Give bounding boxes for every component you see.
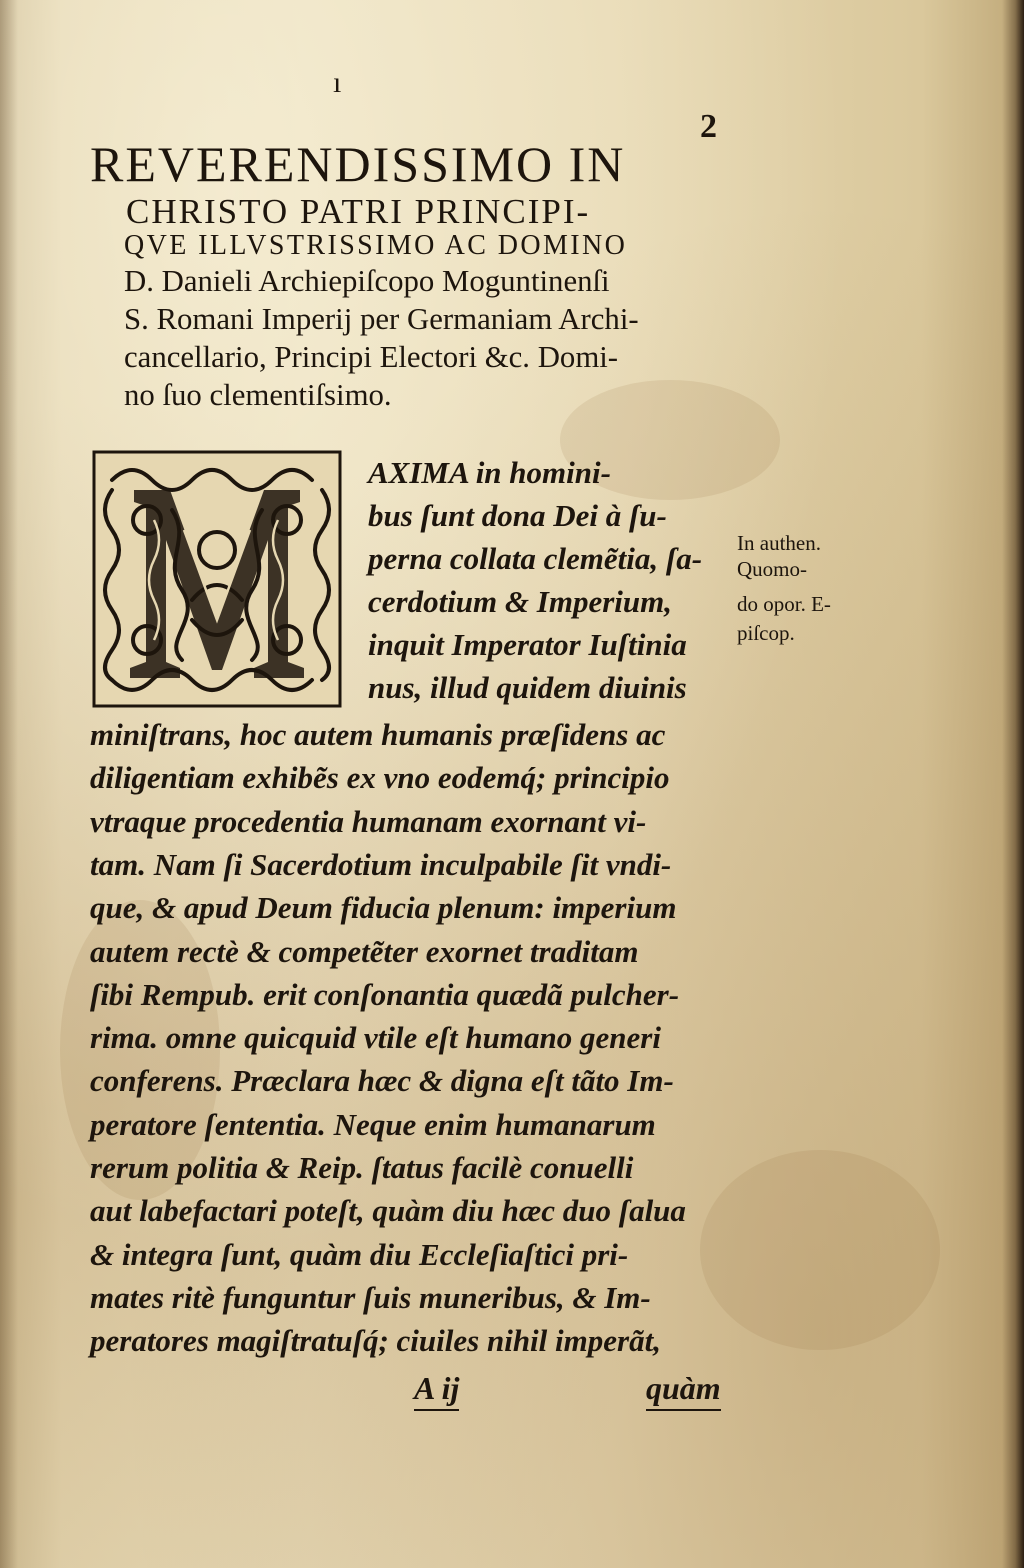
text-line: conferens. Præclara hæc & digna eſt tãto Im- xyxy=(90,1063,674,1099)
margin-note-line-3: do opor. E- xyxy=(737,592,831,616)
paper-stain xyxy=(700,1150,940,1350)
dedication-title-line-3: QVE ILLVSTRISSIMO AC DOMINO xyxy=(124,230,628,261)
margin-note-line-4: piſcop. xyxy=(737,621,795,645)
text-line: rerum politia & Reip. ſtatus facilè conuelli xyxy=(90,1150,634,1185)
text-line: mates ritè funguntur ſuis muneribus, & Im- xyxy=(90,1279,651,1315)
text-line: rima. omne quicquid vtile eſt humano generi xyxy=(90,1020,661,1056)
dedication-line-4: D. Danieli Archiepiſcopo Moguntinenſi xyxy=(124,263,610,298)
text-line: AXIMA in homini- xyxy=(368,455,611,490)
text-line: peratores magiſtratuſq́; ciuiles nihil imperãt, xyxy=(90,1323,661,1359)
margin-note-line-1: In authen. xyxy=(737,531,821,555)
dedication-line-7: no ſuo clementiſsimo. xyxy=(124,377,392,412)
page-number: 2 xyxy=(700,108,717,145)
text-line: peratore ſententia. Neque enim humanarum xyxy=(90,1106,656,1142)
signature-mark: A ij xyxy=(414,1370,459,1411)
margin-note-line-2: Quomo- xyxy=(737,557,807,581)
dedication-line-6: cancellario, Principi Electori &c. Domi- xyxy=(124,339,619,374)
text-line: vtraque procedentia humanam exornant vi- xyxy=(90,803,647,839)
text-line: bus ſunt dona Dei à ſu- xyxy=(368,498,667,533)
text-line: diligentiam exhibẽs ex vno eodemq́; principio xyxy=(90,760,670,796)
text-line: perna collata clemẽtia, ſa- xyxy=(368,541,703,576)
text-line: inquit Imperator Iuſtinia xyxy=(368,627,687,662)
text-line: cerdotium & Imperium, xyxy=(368,584,672,619)
text-line: aut labefactari poteſt, quàm diu hæc duo ſalua xyxy=(90,1193,686,1229)
dedication-title-line-1: REVERENDISSIMO IN xyxy=(90,136,626,192)
text-line: ſibi Rempub. erit conſonantia quædã pulcher- xyxy=(90,976,680,1012)
decorated-initial-m xyxy=(92,450,342,708)
text-line: autem rectè & competẽter exornet traditam xyxy=(90,933,639,969)
text-line: miniſtrans, hoc autem humanis præſidens ac xyxy=(90,717,666,752)
text-line: que, & apud Deum fiducia plenum: imperium xyxy=(90,890,677,926)
text-line: & integra ſunt, quàm diu Eccleſiaſtici pri- xyxy=(90,1236,629,1272)
dedication-title-line-2: CHRISTO PATRI PRINCIPI- xyxy=(126,192,591,231)
catchword: quàm xyxy=(646,1370,721,1411)
text-line: nus, illud quidem diuinis xyxy=(368,670,687,705)
page-mark: ı xyxy=(333,66,342,99)
dedication-line-5: S. Romani Imperij per Germaniam Archi- xyxy=(124,301,639,336)
text-line: tam. Nam ſi Sacerdotium inculpabile ſit vndi- xyxy=(90,846,672,882)
